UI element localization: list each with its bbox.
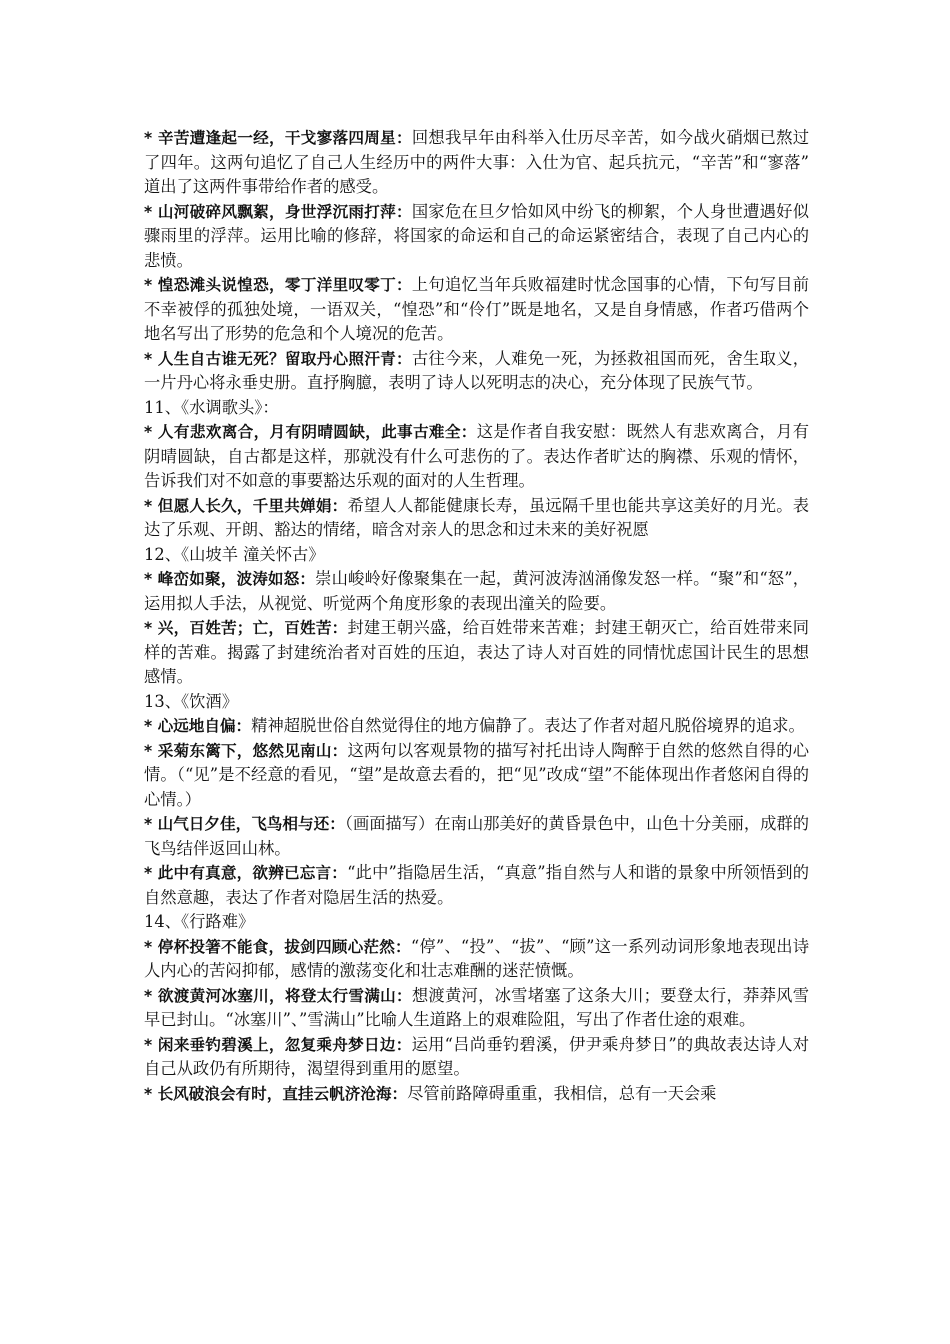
entry-text: 国家危在旦夕恰如风中纷飞的柳絮，个人身世遭遇好似骤雨里的浮萍。运用比喻的修辞，将国家的命运和自己的命运紧密结合，表现了自己内心的悲愤。 <box>144 201 809 270</box>
entry-paragraph <box>144 935 809 984</box>
entry-paragraph <box>144 984 809 1033</box>
entry-heading: * 欲渡黄河冰塞川，将登太行雪满山： <box>144 986 412 1005</box>
section-heading: 11、《水调歌头》： <box>144 397 279 417</box>
entry-heading: * 人生自古谁无死？留取丹心照汗青： <box>144 349 412 368</box>
entry-text: 精神超脱世俗自然觉得住的地方偏静了。表达了作者对超凡脱俗境界的追求。 <box>251 716 805 735</box>
entry-heading: * 采菊东篱下，悠然见南山： <box>144 741 348 760</box>
entry-paragraph <box>144 126 809 200</box>
entry-paragraph <box>144 273 809 347</box>
entry-paragraph <box>144 739 809 813</box>
entry-text: 想渡黄河，冰雪堵塞了这条大川；要登太行，莽莽风雪早已封山。“冰塞川”、”雪满山”比喻人生道路上的艰难险阻，写出了作者仕途的艰难。 <box>144 985 809 1029</box>
section-heading: 12、《山坡羊 潼关怀古》 <box>144 544 325 564</box>
entry-heading: * 人有悲欢离合，月有阴晴圆缺，此事古难全： <box>144 423 477 441</box>
entry-text: 这是作者自我安慰：既然人有悲欢离合，月有阴晴圆缺，自古都是这样，那就没有什么可悲伤的了。表达作者旷达的胸襟、乐观的情怀，告诉我们对不如意的事要豁达乐观的面对的人生哲理。 <box>144 422 809 490</box>
entry-text: “此中”指隐居生活，“真意”指自然与人和谐的景象中所领悟到的自然意趣，表达了作者对隐居生活的热爱。 <box>144 863 809 907</box>
entry-paragraph <box>144 861 809 910</box>
entry-text: “停”、“投”、“拔”、“顾”这一系列动词形象地表现出诗人内心的苦闷抑郁，感情的激荡变化和壮志难酬的迷茫愤慨。 <box>144 936 809 980</box>
entry-paragraph <box>144 567 809 616</box>
entry-text: 上句追忆当年兵败福建时忧念国事的心情，下句写目前不幸被俘的孤独处境，一语双关，“惶恐”和“伶仃”既是地名，又是自身情感，作者巧借两个地名写出了形势的危急和个人境况的危苦。 <box>144 275 809 343</box>
entry-paragraph <box>144 1082 809 1107</box>
entry-heading: * 峰峦如聚，波涛如怒： <box>144 570 316 588</box>
entry-heading: * 山河破碎风飘絮，身世浮沉雨打萍： <box>144 202 412 221</box>
entry-heading: * 此中有真意，欲辨已忘言： <box>144 864 348 882</box>
entry-heading: * 停杯投箸不能食，拔剑四顾心茫然： <box>144 937 411 956</box>
entry-heading: * 长风破浪会有时，直挂云帆济沧海： <box>144 1084 408 1103</box>
entry-text: 希望人人都能健康长寿，虽远隔千里也能共享这美好的月光。表达了乐观、开朗、豁达的情绪，暗含对亲人的思念和过未来的美好祝愿 <box>144 495 809 539</box>
entry-paragraph <box>144 1033 809 1082</box>
entry-paragraph <box>144 714 809 739</box>
entry-text: 古往今来，人难免一死，为拯救祖国而死，舍生取义，一片丹心将永垂史册。直抒胸臆，表明了诗人以死明志的决心，充分体现了民族气节。 <box>144 348 809 392</box>
entry-text: 这两句以客观景物的描写衬托出诗人陶醉于自然的悠然自得的心情。（“见”是不经意的看见，“望”是故意去看的，把“见”改成“望”不能体现出作者悠闲自得的心情。） <box>144 740 809 809</box>
entry-paragraph <box>144 200 809 274</box>
section-heading: 14、《行路难》 <box>144 912 255 931</box>
entry-heading: * 辛苦遭逢起一经，干戈寥落四周星： <box>144 129 412 147</box>
entry-heading: * 闲来垂钓碧溪上，忽复乘舟梦日边： <box>144 1035 412 1054</box>
entry-heading: * 兴，百姓苦；亡，百姓苦： <box>144 619 348 637</box>
entry-text: （画面描写）在南山那美好的黄昏景色中，山色十分美丽，成群的飞鸟结伴返回山林。 <box>144 814 809 858</box>
entry-text: 封建王朝兴盛，给百姓带来苦难；封建王朝灭亡，给百姓带来同样的苦难。揭露了封建统治者对百姓的压迫，表达了诗人对百姓的同情忧虑国计民生的思想感情。 <box>144 618 809 686</box>
section-heading: 13、《饮酒》 <box>144 691 238 711</box>
document-page <box>144 126 809 1106</box>
entry-heading: * 心远地自偏： <box>144 717 252 735</box>
entry-heading: * 山气日夕佳，飞鸟相与还： <box>144 815 345 833</box>
entry-paragraph <box>144 812 809 861</box>
entry-text: 崇山峻岭好像聚集在一起，黄河波涛汹涌像发怒一样。“聚”和“怒”，运用拟人手法，从视觉、听觉两个角度形象的表现出潼关的险要。 <box>144 569 809 613</box>
entry-text: 回想我早年由科举入仕历尽辛苦，如今战火硝烟已熬过了四年。这两句追忆了自己人生经历中的两件大事：入仕为官、起兵抗元，“辛苦”和“寥落”道出了这两件事带给作者的感受。 <box>144 128 809 196</box>
entry-paragraph <box>144 420 809 494</box>
entry-heading: * 但愿人长久，千里共婵娟： <box>144 496 348 515</box>
entry-text: 运用“吕尚垂钓碧溪，伊尹乘舟梦日”的典故表达诗人对自己从政仍有所期待，渴望得到重用的愿望。 <box>144 1034 809 1078</box>
entry-paragraph <box>144 347 809 396</box>
entry-heading: * 惶恐滩头说惶恐，零丁洋里叹零丁： <box>144 276 412 294</box>
entry-paragraph <box>144 616 809 690</box>
entry-paragraph <box>144 494 809 543</box>
entry-text: 尽管前路障碍重重，我相信，总有一天会乘 <box>407 1083 717 1103</box>
